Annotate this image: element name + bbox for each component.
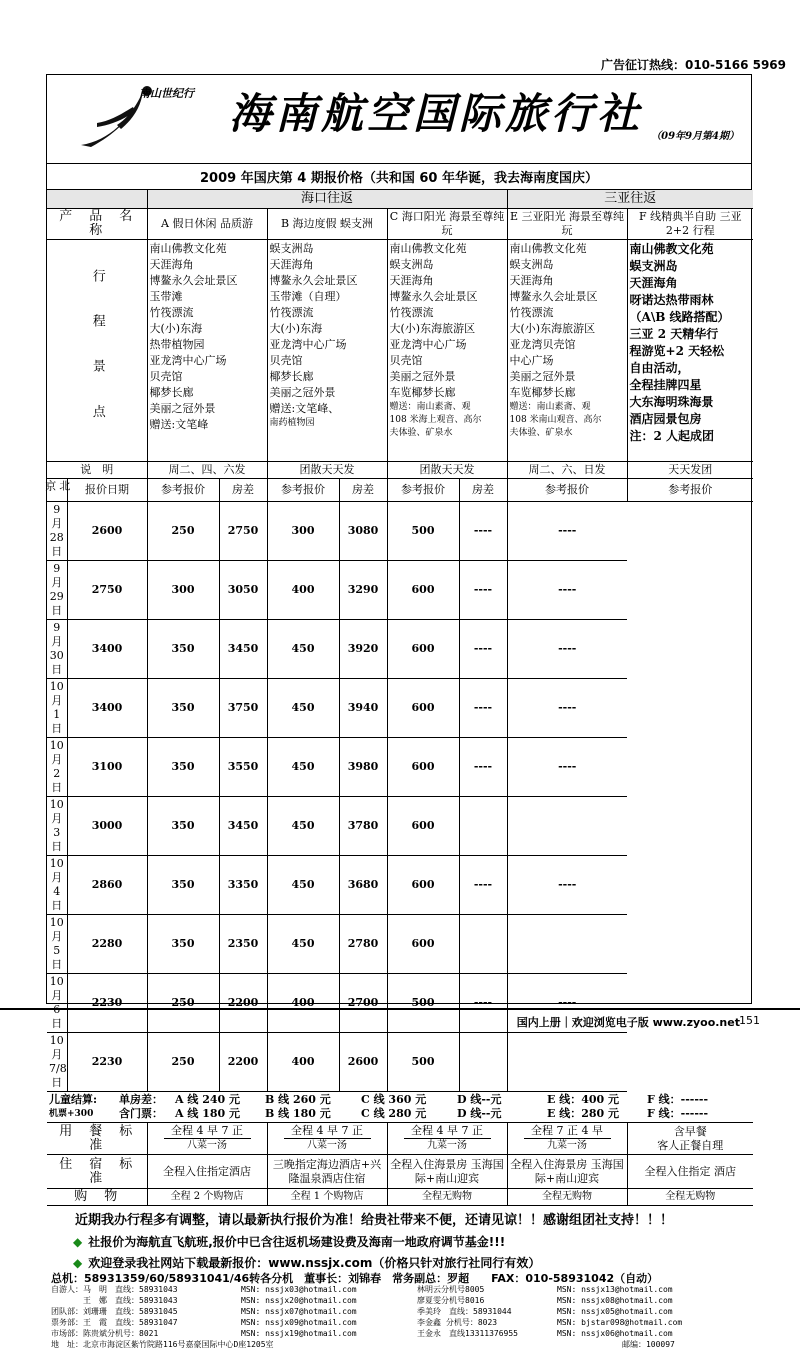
price-row: [47, 502, 753, 561]
price-header: 参考报价: [627, 479, 753, 502]
price-cell: 10 月 1 日: [47, 679, 67, 738]
header: [47, 75, 751, 164]
spot-item: 蜈支洲岛: [509, 258, 554, 271]
spots-b: [267, 240, 387, 462]
price-header: 房差: [459, 479, 507, 502]
spot-item: 三亚 2 天精华行: [629, 327, 719, 341]
agency-name: 海南航空国际旅行社: [229, 89, 644, 138]
price-cell: 350: [147, 915, 219, 974]
contact-cell: MSN: nssjx06@hotmail.com: [557, 1329, 673, 1338]
spot-item: 竹筏漂流: [269, 306, 314, 319]
price-cell: 3780: [339, 797, 387, 856]
price-cell: ----: [507, 856, 627, 915]
footer: [0, 1010, 800, 1030]
meal-main: 全程 4 早 7 正: [291, 1124, 363, 1137]
price-cell: 2600: [67, 502, 147, 561]
spot-item: 南山佛教文化苑: [629, 242, 714, 256]
price-cell: ----: [459, 738, 507, 797]
price-cell: ----: [459, 974, 507, 1033]
price-header: 参考报价: [507, 479, 627, 502]
price-cell: 350: [147, 856, 219, 915]
kids-item: A 线 240 元: [175, 1093, 240, 1106]
region-blank: [47, 190, 147, 209]
meal-sub: 九菜一汤: [524, 1138, 611, 1153]
contact-cell: MSN: nssjx13@hotmail.com: [557, 1285, 673, 1294]
contact-cell: MSN: nssjx09@hotmail.com: [241, 1318, 357, 1327]
meal-c: [387, 1123, 507, 1155]
notice-website-text: 欢迎登录我社网站下载最新报价：www.nssjx.com（价格只针对旅行社同行有效）: [88, 1256, 541, 1270]
city-label: 北京: [43, 480, 71, 507]
price-cell: ----: [507, 738, 627, 797]
price-header: 参考报价: [147, 479, 219, 502]
spot-item: 美丽之冠外景: [149, 402, 216, 415]
contact-row: [51, 1317, 747, 1328]
price-cell: 10 月 3 日: [47, 797, 67, 856]
spot-item: 蜈支洲岛: [389, 258, 434, 271]
price-cell: ----: [459, 856, 507, 915]
price-row: [47, 797, 753, 856]
spot-item: 亚龙湾贝壳馆: [509, 338, 576, 351]
price-cell: 600: [387, 915, 459, 974]
standards-table: [47, 1123, 753, 1206]
spot-item: 椰梦长廊: [149, 386, 194, 399]
spot-item: 108 米南山观音、高尔: [509, 415, 602, 425]
contact-cell: 王金永 直线13311376955: [417, 1329, 518, 1338]
spot-item: 呀诺达热带雨林: [629, 293, 714, 307]
spot-item: 美丽之冠外景: [389, 370, 456, 383]
spot-item: 天涯海角: [149, 258, 194, 271]
price-cell: 9 月 28 日: [47, 502, 67, 561]
contact-cell: 自游人：马 明 直线：58931043: [51, 1285, 178, 1294]
price-header: 房差: [219, 479, 267, 502]
spot-item: 南山佛教文化苑: [389, 242, 467, 255]
price-cell: ----: [507, 561, 627, 620]
price-cell: 450: [267, 679, 339, 738]
footer-rule: [0, 1008, 800, 1010]
desc-b: 团散天天发: [267, 462, 387, 479]
price-cell: 10 月 6 日: [47, 974, 67, 1033]
spot-item: 天涯海角: [389, 274, 434, 287]
price-cell: 600: [387, 620, 459, 679]
spot-item: 椰梦长廊: [269, 370, 314, 383]
spot-item: 大(小)东海旅游区: [389, 322, 476, 335]
contact-cell: 邮编：100097: [621, 1340, 675, 1349]
price-cell: 600: [387, 738, 459, 797]
contact-cell: MSN: nssjx08@hotmail.com: [557, 1296, 673, 1305]
price-cell: 350: [147, 797, 219, 856]
price-cell: 2700: [339, 974, 387, 1033]
meal-main: 含早餐: [673, 1124, 707, 1138]
contact-cell: MSN: nssjx19@hotmail.com: [241, 1329, 357, 1338]
product-label: 产 品 名 称: [47, 209, 147, 240]
price-cell: 3450: [219, 797, 267, 856]
contact-row: [51, 1328, 747, 1339]
spot-item: 竹筏漂流: [149, 306, 194, 319]
contact-cell: 李金鑫 分机号：8023: [417, 1318, 498, 1327]
hotel-c: 全程入住海景房 玉海国际+南山迎宾: [387, 1155, 507, 1189]
price-cell: 3550: [219, 738, 267, 797]
price-cell: 350: [147, 738, 219, 797]
contact-cell: 林明云分机号8005: [417, 1285, 485, 1294]
contact-cell: [525, 1339, 622, 1350]
spot-item: 玉带滩: [149, 290, 183, 303]
page-number: 151: [739, 1014, 760, 1027]
spot-item: 南药植物园: [269, 418, 315, 428]
price-cell: 3100: [67, 738, 147, 797]
itinerary-table: [47, 190, 753, 479]
price-cell: 3920: [339, 620, 387, 679]
meal-main: 全程 4 早 7 正: [411, 1124, 483, 1137]
spots-label: 行 程 景 点: [47, 240, 147, 462]
meal-sub: 八菜一汤: [284, 1138, 371, 1153]
price-cell: 250: [147, 502, 219, 561]
price-cell: 450: [267, 797, 339, 856]
price-row: [47, 561, 753, 620]
price-row: [47, 679, 753, 738]
contact-cell: MSN: nssjx05@hotmail.com: [557, 1307, 673, 1316]
spot-item: （A\B 线路搭配）: [629, 310, 730, 324]
spot-item: 大(小)东海旅游区: [509, 322, 596, 335]
price-cell: [459, 797, 507, 856]
meal-sub: 八菜一汤: [164, 1138, 251, 1153]
kids-item: 单房差：: [119, 1093, 163, 1106]
contact-cell: MSN: nssjx07@hotmail.com: [241, 1307, 357, 1316]
spot-item: 亚龙湾中心广场: [269, 338, 347, 351]
price-cell: 3000: [67, 797, 147, 856]
price-cell: ----: [507, 974, 627, 1033]
price-cell: ----: [507, 620, 627, 679]
hotel-e: 全程入住海景房 玉海国际+南山迎宾: [507, 1155, 627, 1189]
contact-row: [51, 1284, 747, 1295]
price-cell: [459, 1033, 507, 1092]
price-cell: [507, 797, 627, 856]
contact-cell: MSN: nssjx03@hotmail.com: [241, 1285, 357, 1294]
desc-f: 天天发团: [627, 462, 753, 479]
kids-item: B 线 260 元: [265, 1093, 331, 1106]
spot-item: 大(小)东海: [149, 322, 203, 335]
contact-cell: 市场部：陈贵斌分机号：8021: [51, 1329, 159, 1338]
contact-cell: 票务部：王 霞 直线：58931047: [51, 1318, 178, 1327]
price-row: [47, 1033, 753, 1092]
price-header: 参考报价: [267, 479, 339, 502]
kids-item: E 线：400 元: [547, 1093, 620, 1106]
product-e: E 三亚阳光 海景至尊纯玩: [507, 209, 627, 240]
spot-item: 竹筏漂流: [509, 306, 554, 319]
price-cell: 2600: [339, 1033, 387, 1092]
price-row: [47, 620, 753, 679]
spots-a: [147, 240, 267, 462]
spot-item: 博鳌永久会址景区: [149, 274, 238, 287]
price-cell: 9 月 29 日: [47, 561, 67, 620]
meal-a: [147, 1123, 267, 1155]
price-cell: 3980: [339, 738, 387, 797]
price-cell: 3050: [219, 561, 267, 620]
price-cell: 2350: [219, 915, 267, 974]
price-cell: 2230: [67, 1033, 147, 1092]
spot-item: 贝壳馆: [149, 370, 183, 383]
hotel-f: 全程入住指定 酒店: [627, 1155, 753, 1189]
price-cell: 10 月 7/8 日: [47, 1033, 67, 1092]
spot-item: 自由活动，: [629, 361, 690, 375]
price-cell: 2860: [67, 856, 147, 915]
spot-item: 赠送：南山素斋、观: [509, 402, 591, 412]
contact-cell: [402, 1339, 524, 1350]
logo-text: 南山世纪行: [139, 87, 194, 100]
price-cell: 3290: [339, 561, 387, 620]
region-haikou: 海口往返: [147, 190, 507, 209]
contact-cell: MSN: bjstar098@hotmail.com: [557, 1318, 683, 1327]
kids-item: F 线：------: [647, 1107, 709, 1120]
spot-item: 天涯海角: [269, 258, 314, 271]
price-header: 房差: [339, 479, 387, 502]
spot-item: 中心广场: [509, 354, 554, 367]
spot-item: 全程挂牌四星: [629, 378, 702, 392]
price-cell: 2230: [67, 974, 147, 1033]
spot-item: 南山佛教文化苑: [149, 242, 227, 255]
kids-row: [47, 1092, 753, 1123]
contact-cell: 季美玲 直线：58931044: [417, 1307, 512, 1316]
price-cell: 10 月 5 日: [47, 915, 67, 974]
kids-item: B 线 180 元: [265, 1107, 331, 1120]
contact-cell: MSN: nssjx20@hotmail.com: [241, 1296, 357, 1305]
notice-airfare: [47, 1231, 751, 1252]
meal-f: [627, 1123, 753, 1155]
kids-item: E 线：280 元: [547, 1107, 620, 1120]
spot-item: 美丽之冠外景: [509, 370, 576, 383]
price-cell: 10 月 2 日: [47, 738, 67, 797]
price-cell: 3400: [67, 620, 147, 679]
price-cell: ----: [459, 561, 507, 620]
spot-item: 车览椰梦长廊: [509, 386, 576, 399]
diamond-icon: ◆: [73, 1235, 83, 1249]
price-cell: 3680: [339, 856, 387, 915]
meal-sub: 客人正餐自理: [657, 1138, 724, 1152]
desc-e: 周二、六、日发: [507, 462, 627, 479]
price-cell: 350: [147, 620, 219, 679]
price-cell: 2750: [219, 502, 267, 561]
shop-c: 全程无购物: [387, 1189, 507, 1206]
spot-item: 亚龙湾中心广场: [149, 354, 227, 367]
price-cell: ----: [507, 679, 627, 738]
price-cell: 450: [267, 620, 339, 679]
price-cell: 250: [147, 974, 219, 1033]
spot-item: 大东海明珠海景: [629, 395, 714, 409]
kids-item: 含门票：: [119, 1107, 163, 1120]
kids-item: C 线 360 元: [361, 1093, 427, 1106]
price-cell: 2750: [67, 561, 147, 620]
product-f: F 线精典半自助 三亚 2+2 行程: [627, 209, 753, 240]
price-cell: ----: [459, 679, 507, 738]
spot-item: 夫体验、矿泉水: [389, 428, 453, 438]
spots-f: [627, 240, 753, 462]
spot-item: 竹筏漂流: [389, 306, 434, 319]
ad-hotline: 广告征订热线：010-5166 5969: [600, 58, 786, 72]
price-cell: 3350: [219, 856, 267, 915]
price-cell: 400: [267, 1033, 339, 1092]
price-cell: 450: [267, 915, 339, 974]
price-title: 2009 年国庆第 4 期报价格（共和国 60 年华诞，我去海南度国庆）: [47, 164, 751, 190]
price-cell: 450: [267, 856, 339, 915]
meal-b: [267, 1123, 387, 1155]
price-cell: 250: [147, 1033, 219, 1092]
desc-c: 团散天天发: [387, 462, 507, 479]
spot-item: 热带植物园: [149, 338, 205, 351]
price-cell: 3080: [339, 502, 387, 561]
price-cell: 3450: [219, 620, 267, 679]
contact-row: [51, 1339, 747, 1350]
spot-item: 108 米海上观音、高尔: [389, 415, 482, 425]
diamond-icon: ◆: [73, 1256, 83, 1270]
spot-item: 车览椰梦长廊: [389, 386, 456, 399]
shop-e: 全程无购物: [507, 1189, 627, 1206]
price-cell: 300: [147, 561, 219, 620]
price-cell: 400: [267, 974, 339, 1033]
meal-label: 用 餐 标 准: [47, 1123, 147, 1155]
spots-c: [387, 240, 507, 462]
meal-sub: 九菜一汤: [404, 1138, 491, 1153]
desc-a: 周二、四、六发: [147, 462, 267, 479]
region-sanya: 三亚往返: [507, 190, 753, 209]
contact-cell: 地 址：北京市海淀区紫竹院路116号嘉豪国际中心D座1205室: [51, 1340, 274, 1349]
spot-item: 蜈支洲岛: [629, 259, 678, 273]
price-cell: 450: [267, 738, 339, 797]
price-cell: 3940: [339, 679, 387, 738]
spot-item: 赠送：南山素斋、观: [389, 402, 471, 412]
price-cell: 600: [387, 856, 459, 915]
product-c: C 海口阳光 海景至尊纯玩: [387, 209, 507, 240]
kids-item: D 线--元: [457, 1093, 502, 1106]
price-cell: 9 月 30 日: [47, 620, 67, 679]
notice-website: [47, 1252, 751, 1273]
product-a: A 假日休闲 品质游: [147, 209, 267, 240]
spots-e: [507, 240, 627, 462]
price-cell: 2200: [219, 974, 267, 1033]
contact-main: 总机：58931359/60/58931041/46转各分机 董事长：刘锦春 常务副总：罗超 FAX：010-58931042（自动）: [51, 1272, 659, 1285]
shop-b: 全程 1 个购物店: [267, 1189, 387, 1206]
spot-item: 程游览+2 天轻松: [629, 344, 725, 358]
spot-item: 美丽之冠外景: [269, 386, 336, 399]
meal-e: [507, 1123, 627, 1155]
kids-sub: 机票+300: [49, 1109, 94, 1119]
shop-f: 全程无购物: [627, 1189, 753, 1206]
price-cell: ----: [459, 502, 507, 561]
price-cell: 400: [267, 561, 339, 620]
contact-list: [51, 1284, 747, 1350]
spot-item: 天涯海角: [509, 274, 554, 287]
notice-airfare-text: 社报价为海航直飞航班,报价中已含往返机场建设费及海南一地政府调节基金!!!: [88, 1235, 506, 1249]
spot-item: 南山佛教文化苑: [509, 242, 587, 255]
price-cell: [507, 1033, 627, 1092]
desc-label: 说 明: [47, 462, 147, 479]
spot-item: 夫体验、矿泉水: [509, 428, 573, 438]
kids-item: F 线：------: [647, 1093, 709, 1106]
notice: 近期我办行程多有调整，请以最新执行报价为准！给贵社带来不便，还请见谅！！感谢组团社支持！！！: [75, 1213, 674, 1228]
spot-item: 赠送:文笔峰、: [269, 402, 340, 415]
spot-item: 蜈支洲岛: [269, 242, 314, 255]
spot-item: 博鳌永久会址景区: [389, 290, 478, 303]
issue-label: （09年9月第4期）: [651, 131, 739, 142]
price-body: [47, 502, 753, 1092]
spot-item: 大(小)东海: [269, 322, 323, 335]
price-cell: 2780: [339, 915, 387, 974]
price-cell: 500: [387, 502, 459, 561]
price-cell: ----: [507, 502, 627, 561]
price-cell: [459, 915, 507, 974]
price-cell: 3750: [219, 679, 267, 738]
price-cell: 2280: [67, 915, 147, 974]
price-row: [47, 856, 753, 915]
spot-item: 博鳌永久会址景区: [509, 290, 598, 303]
kids-item: D 线--元: [457, 1107, 502, 1120]
price-cell: ----: [459, 620, 507, 679]
kids-label: 儿童结算:: [49, 1093, 98, 1106]
price-header: 报价日期: [67, 479, 147, 502]
contact-row: [51, 1306, 747, 1317]
spot-item: 贝壳馆: [269, 354, 303, 367]
spot-item: 玉带滩（自理）: [269, 290, 347, 303]
price-cell: 2200: [219, 1033, 267, 1092]
price-row: [47, 915, 753, 974]
contacts: [47, 1273, 751, 1350]
meal-main: 全程 7 正 4 早: [531, 1124, 603, 1137]
meal-main: 全程 4 早 7 正: [171, 1124, 243, 1137]
price-row: [47, 738, 753, 797]
spot-item: 注：2 人起成团: [629, 429, 715, 443]
contact-cell: 王 娜 直线：58931043: [51, 1296, 178, 1305]
hotel-label: 住 宿 标 准: [47, 1155, 147, 1189]
price-cell: 600: [387, 679, 459, 738]
footer-text: 国内上册｜欢迎浏览电子版 www.zyoo.net: [516, 1016, 740, 1029]
spot-item: 博鳌永久会址景区: [269, 274, 358, 287]
spot-item: 赠送:文笔峰: [149, 418, 209, 431]
spot-item: 天涯海角: [629, 276, 678, 290]
price-cell: 500: [387, 974, 459, 1033]
price-header: 参考报价: [387, 479, 459, 502]
kids-item: A 线 180 元: [175, 1107, 240, 1120]
price-cell: 600: [387, 561, 459, 620]
price-cell: 10 月 4 日: [47, 856, 67, 915]
price-cell: 350: [147, 679, 219, 738]
contact-row: [51, 1295, 747, 1306]
product-b: B 海边度假 蜈支洲: [267, 209, 387, 240]
shop-label: 购 物: [47, 1189, 147, 1206]
contact-cell: 团队部：刘珊珊 直线：58931045: [51, 1307, 178, 1316]
price-cell: 3400: [67, 679, 147, 738]
hotel-a: 全程入住指定酒店: [147, 1155, 267, 1189]
spot-item: 酒店园景包房: [629, 412, 702, 426]
kids-item: C 线 280 元: [361, 1107, 427, 1120]
price-cell: 500: [387, 1033, 459, 1092]
spot-item: 亚龙湾中心广场: [389, 338, 467, 351]
price-cell: 300: [267, 502, 339, 561]
price-cell: [507, 915, 627, 974]
shop-a: 全程 2 个购物店: [147, 1189, 267, 1206]
spot-item: 贝壳馆: [389, 354, 423, 367]
price-cell: 600: [387, 797, 459, 856]
hotel-b: 三晚指定海边酒店+兴隆温泉酒店住宿: [267, 1155, 387, 1189]
contact-cell: 廖夏雯分机号8016: [417, 1296, 485, 1305]
